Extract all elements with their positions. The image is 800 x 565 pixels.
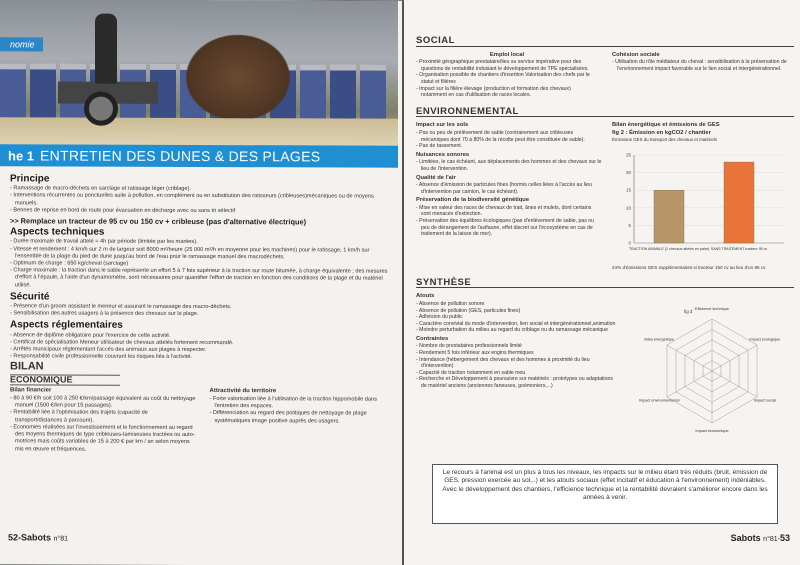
y-tick-label: 0 bbox=[628, 240, 631, 246]
article-title-bar bbox=[0, 144, 398, 167]
financier-item: - Rentabilité liée à l'optimisation des trajets (capacité de transport/distances à parcourir). bbox=[10, 409, 148, 424]
folio-left: 52-Sabots n°81 bbox=[8, 532, 69, 543]
environnemental-heading: ENVIRONNEMENTAL bbox=[416, 109, 794, 118]
chart-subtitle: Émissions GES du transport des chevaux et matériels bbox=[612, 136, 717, 142]
attractivite-item: - Forte valorisation liée à l'utilisation de la traction hippomobile dans l'entretien des espaces. bbox=[209, 396, 377, 410]
atout-item: - Caractère convivial du mode d'intervention, lien social et intergénérationnel,animation bbox=[416, 320, 616, 327]
attractivite-heading: Attractivité du territoire bbox=[209, 387, 277, 395]
y-tick-label: 5 bbox=[628, 223, 631, 229]
env-group-heading: Nuisances sonores bbox=[416, 151, 470, 158]
env-group-heading: Impact sur les sols bbox=[416, 122, 469, 129]
cohesion-heading: Cohésion sociale bbox=[612, 51, 660, 58]
emploi-local-heading: Emploi local bbox=[489, 51, 525, 58]
contrainte-item: - Capacité de traction notamment en sable mou bbox=[416, 369, 526, 376]
technique-item: - Durée maximale de travail attelé = 4h par période (limitée par les marées). bbox=[10, 238, 198, 246]
securite-item: - Présence d'un groom assistant le meneur et assurant le ramassage des macro-déchets. bbox=[10, 303, 232, 311]
synthese-heading: SYNTHÈSE bbox=[416, 280, 794, 289]
conclusion-box: Le recours à l'animal est un plus à tous les niveaux, les impacts sur le milieu étant très réduits (bruit, émission de GES, pression exercée au sol,..) et les atouts sociaux (effet incitatif et éducation à l'environnement) indéniables. Avec le développement des chantiers, l'efficience technique et la rentabilité devraient s'améliorer encore dans les années à venir. bbox=[432, 464, 778, 524]
emploi-item: - Organisation possible de chantiers d'insertion Valorisation des chefs par le statut et filières bbox=[416, 72, 590, 85]
ges-bar-chart bbox=[612, 145, 794, 263]
atout-item: - Absence de pollution sonore bbox=[416, 300, 485, 307]
radar-fig-label: fig 3 bbox=[684, 309, 693, 315]
atout-item: - Absence de pollution (GES, particules fines) bbox=[416, 307, 521, 314]
attractivite-item: - Différenciation au regard des politiques de nettoyage de plage systématiques image positive auprès des usagers. bbox=[209, 410, 367, 425]
right-body bbox=[416, 35, 794, 441]
section-tag: nomie bbox=[0, 37, 43, 51]
article-number: he 1 bbox=[8, 147, 35, 163]
atouts-heading: Atouts bbox=[416, 293, 435, 300]
radar-chart-svg bbox=[624, 291, 794, 441]
contrainte-item: - Intendance (hébergement des chevaux et des hommes à proximité du lieu d'intervention) bbox=[416, 356, 590, 370]
principe-heading: Principe bbox=[10, 173, 50, 185]
env-group-heading: Qualité de l'air bbox=[416, 174, 456, 181]
bar bbox=[724, 162, 754, 243]
bilan-heading: BILAN bbox=[10, 360, 44, 373]
chart-note: 24% d'émissions GES supplémentaires si tracteur 150 cv au lieu d'un 95 cv bbox=[612, 265, 766, 271]
contrainte-item: - Recherche et Développement à poursuivre sur matériels : prototypes ou adaptations de matériel anciens (anciennes faneuses, goémoniers,...) bbox=[416, 376, 613, 390]
chart-heading: Bilan énergétique et émissions de GES bbox=[612, 122, 720, 129]
bilan-financier-heading: Bilan financier bbox=[10, 387, 52, 394]
env-item: - Pas de tassement. bbox=[416, 143, 463, 150]
atout-item: - Adhésion du public bbox=[416, 314, 463, 321]
article-title: ENTRETIEN DES DUNES & DES PLAGES bbox=[40, 147, 321, 165]
radar-chart bbox=[624, 291, 794, 441]
bar bbox=[654, 190, 684, 243]
principe-highlight: >> Remplace un tracteur de 95 cv ou 150 cv + cribleuse (pas d'alternative électrique) bbox=[10, 216, 307, 227]
radar-axis-label: Impact environnemental bbox=[638, 398, 680, 403]
economique-heading: ECONOMIQUE bbox=[10, 374, 120, 386]
technique-item: - Vitesse et rendement : 4 km/h sur 2 m de largeur soit 8000 m²/heure (25 000 m²/h en moyenne pour les machines) pour le ratissage, 1 km/h sur l'ensemble de la plage du pied de dune jusqu'au bord de l'eau pour le ramassage manuel des macrodéchets. bbox=[10, 245, 370, 261]
y-tick-label: 20 bbox=[625, 170, 631, 176]
cohesion-item: - Utilisation du rôle médiateur du cheval : sensibilisation à la préservation de l'environnement impact favorable sur le lien social et intergénérationnel. bbox=[612, 59, 787, 72]
folio-right: Sabots n°81-53 bbox=[730, 533, 790, 543]
radar-spoke bbox=[712, 345, 757, 371]
reglementaire-item: - Certificat de spécialisation Meneur utilisateur de chevaux attelés fortement recommandé. bbox=[10, 339, 234, 346]
financier-item: - Economies réalisées sur l'investissement et le fonctionnement au regard des moyens thermiques de type cribleuses-tamiseuses tractées ou auto-motrices mais coûts variables de 15 à 200 € par km / an selon moyens mis en œuvre et fréquences. bbox=[10, 424, 195, 453]
radar-axis-label: Bilan énergétique bbox=[644, 337, 674, 342]
reglementaire-item: - Responsabilité civile professionnelle couvrant les risques liés à l'activité. bbox=[10, 353, 193, 361]
financier-item: - 80 à 90 €/h soit 100 à 250 €/km/passage équivalent au coût du nettoyage manuel (1500 €/km pour 15 passages). bbox=[10, 395, 196, 409]
chart-fig-label: fig 2 : Émission en kgCO2 / chantier bbox=[612, 129, 711, 136]
emploi-item: - Impact sur la filière élevage (production et formation des chevaux) notamment en cas d'utilisation de races locales. bbox=[416, 85, 571, 99]
emploi-item: - Proximité géographique prestataire/lieu su service impérative pour des questions de rentabilité induisant le développement de TPE spécialisées. bbox=[416, 59, 589, 72]
technique-item: - Optimum de charge : 650 kg/cheval (sarclage) bbox=[10, 260, 129, 267]
x-category-label: SANS TRAITEMENT tracteur 95 cv bbox=[710, 247, 768, 252]
env-item: - Pas ou peu de prélèvement de sable (contrairement aux cribleuses mécaniques dont 70 à 80% de la récolte peut être constituée de sable). bbox=[416, 129, 585, 143]
y-tick-label: 25 bbox=[625, 152, 631, 158]
contrainte-item: - Rendement 5 fois inférieur aux engins thermiques bbox=[416, 350, 534, 357]
y-tick-label: 10 bbox=[625, 205, 631, 211]
env-item: - Limitées, le cas échéant, aux déplacements des hommes et des chevaux sur le lieu de l'intervention. bbox=[416, 159, 602, 172]
ges-bar-chart-svg bbox=[612, 145, 794, 263]
securite-item: - Sensibilisation des autres usagers à la présence des chevaux sur la plage. bbox=[10, 310, 199, 318]
left-body bbox=[10, 171, 395, 454]
reglementaire-item: - Absence de diplôme obligatoire pour l'exercice de cette activité. bbox=[10, 331, 171, 339]
principe-item: - Ramassage de macro-déchets en sarclage et ratissage léger (criblage). bbox=[10, 185, 191, 193]
principe-item: - Interventions récurrentes ou ponctuelles suite à pollution, en complément ou en substitution des ratisseurs (cribleuses)mécaniques ou de moyens manuels. bbox=[10, 192, 374, 207]
radar-axis-label: Impact social bbox=[753, 398, 776, 403]
env-item: - Préservation des équilibres écologiques (pas d'enlèvement de sable, pas ou peu de dérangement de l'avifaune, effet discret sur l'écosystème en cas de traitement de la laisse de mer). bbox=[416, 218, 595, 238]
principe-item: - Bennes de reprise en bord de route pour évacuation en décharge avec ou sans tri sélectif bbox=[10, 207, 236, 214]
y-tick-label: 15 bbox=[625, 187, 631, 193]
env-item: - Mise en valeur des races de chevaux de trait, ânes et mulets, dont certains sont menacés d'extinction. bbox=[416, 204, 592, 218]
radar-axis-label: Efficience technique bbox=[695, 307, 729, 312]
reglementaires-heading: Aspects réglementaires bbox=[10, 319, 123, 332]
technique-item: - Charge maximale : la traction dans le sable représente un effort 5 à 7 fois supérieur à la traction sur route bitumée, à charge équivalente ; des mesures d'effort à l'épaule, à l'aide d'un dynamomètre, sont nécessaires pour quantifier l'effort de traction en fonction des conditions de la plage et du matériel utilisé. bbox=[10, 267, 388, 289]
radar-spoke bbox=[667, 345, 712, 371]
env-item: - Absence d'émission de particules fines (hormis celles liées à l'accès au lieu d'intervention par camion, le cas échéant). bbox=[416, 182, 592, 195]
reglementaire-item: - Arrêtés municipaux réglementant l'accès des animaux aux plages à respecter. bbox=[10, 346, 207, 354]
aspects-techniques-heading: Aspects techniques bbox=[10, 226, 105, 238]
right-page bbox=[404, 0, 800, 565]
radar-spoke bbox=[712, 371, 757, 397]
radar-spoke bbox=[667, 371, 712, 397]
social-heading: SOCIAL bbox=[416, 38, 794, 47]
env-group-heading: Préservation de la biodiversité génétique bbox=[416, 197, 530, 204]
contraintes-heading: Contraintes bbox=[416, 335, 449, 342]
atout-item: - Moindre perturbation du milieu au regard du criblage ou du ramassage mécanique bbox=[416, 327, 609, 334]
contrainte-item: - Nombre de prestataires professionnels limité bbox=[416, 343, 522, 350]
radar-axis-label: Impact écologique bbox=[749, 337, 781, 342]
beach-horse-photo bbox=[0, 0, 398, 149]
x-category-label: TRACTION ANIMALE (2 chevaux attelés en paire) bbox=[628, 247, 710, 252]
radar-axis-label: Impact économique bbox=[695, 429, 729, 434]
securite-heading: Sécurité bbox=[10, 291, 50, 303]
